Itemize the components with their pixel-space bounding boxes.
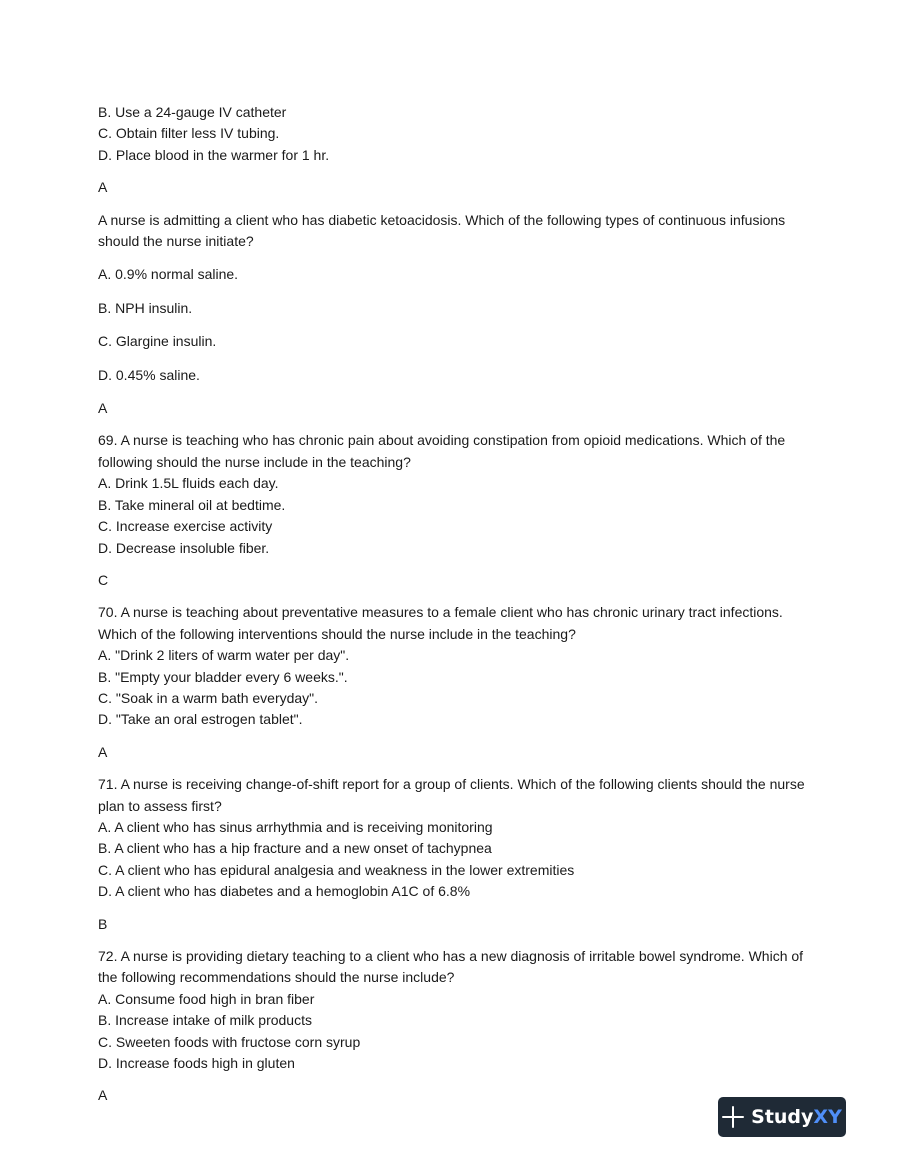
option: A. Drink 1.5L fluids each day. bbox=[98, 475, 279, 492]
option: D. Place blood in the warmer for 1 hr. bbox=[98, 146, 330, 163]
option: A. A client who has sinus arrhythmia and is receiving monitoring bbox=[98, 818, 493, 835]
answer: A bbox=[98, 179, 108, 196]
answer: A bbox=[98, 1087, 108, 1104]
option: D. Decrease insoluble fiber. bbox=[98, 539, 270, 556]
option: B. Use a 24-gauge IV catheter bbox=[98, 104, 287, 120]
option: C. Increase exercise activity bbox=[98, 518, 273, 535]
question-text: 72. A nurse is providing dietary teaching to a client who has a new diagnosis of irritable bowel syndrome. Which of the following recommendations should the nurse include? bbox=[98, 948, 804, 986]
option: D. A client who has diabetes and a hemoglobin A1C of 6.8% bbox=[98, 883, 471, 900]
answer: B bbox=[98, 915, 108, 932]
option: C. Sweeten foods with fructose corn syrup bbox=[98, 1033, 361, 1050]
answer: A bbox=[98, 743, 108, 760]
option: D. Increase foods high in gluten bbox=[98, 1055, 295, 1072]
question-text: 71. A nurse is receiving change-of-shift report for a group of clients. Which of the following clients should the nurse plan to assess first? bbox=[98, 776, 805, 814]
brand-accent: XY bbox=[813, 1106, 842, 1128]
answer: A bbox=[98, 400, 108, 417]
question-block-partial bbox=[98, 102, 818, 199]
question-block-dka bbox=[98, 210, 818, 420]
question-block-72 bbox=[98, 946, 818, 1107]
studyxy-logo bbox=[718, 1097, 846, 1137]
option: B. Take mineral oil at bedtime. bbox=[98, 496, 286, 513]
option: D. "Take an oral estrogen tablet". bbox=[98, 711, 303, 728]
question-text: 69. A nurse is teaching who has chronic pain about avoiding constipation from opioid medications. Which of the following should the nurse include in the teaching? bbox=[98, 432, 786, 470]
option: C. Glargine insulin. bbox=[98, 333, 217, 350]
option: A. Consume food high in bran fiber bbox=[98, 990, 315, 1007]
option: B. Increase intake of milk products bbox=[98, 1012, 312, 1029]
question-text: A nurse is admitting a client who has diabetic ketoacidosis. Which of the following types of continuous infusions should the nurse initiate? bbox=[98, 211, 786, 250]
document-page bbox=[98, 102, 818, 1107]
option: C. Obtain filter less IV tubing. bbox=[98, 125, 280, 142]
option: B. "Empty your bladder every 6 weeks.". bbox=[98, 668, 348, 685]
option: B. A client who has a hip fracture and a new onset of tachypnea bbox=[98, 840, 492, 857]
option: D. 0.45% saline. bbox=[98, 366, 200, 383]
option: A. 0.9% normal saline. bbox=[98, 266, 239, 283]
question-text: 70. A nurse is teaching about preventative measures to a female client who has chronic urinary tract infections. Which of the following interventions should the nurse include in the teaching? bbox=[98, 604, 783, 642]
brand-name: Study bbox=[751, 1106, 814, 1128]
option: C. A client who has epidural analgesia and weakness in the lower extremities bbox=[98, 861, 575, 878]
answer: C bbox=[98, 571, 109, 588]
option: A. "Drink 2 liters of warm water per day". bbox=[98, 647, 350, 664]
option: C. "Soak in a warm bath everyday". bbox=[98, 689, 319, 706]
question-block-71 bbox=[98, 774, 818, 935]
option: B. NPH insulin. bbox=[98, 299, 193, 316]
plus-icon bbox=[722, 1106, 744, 1128]
question-block-69 bbox=[98, 430, 818, 591]
question-block-70 bbox=[98, 602, 818, 763]
